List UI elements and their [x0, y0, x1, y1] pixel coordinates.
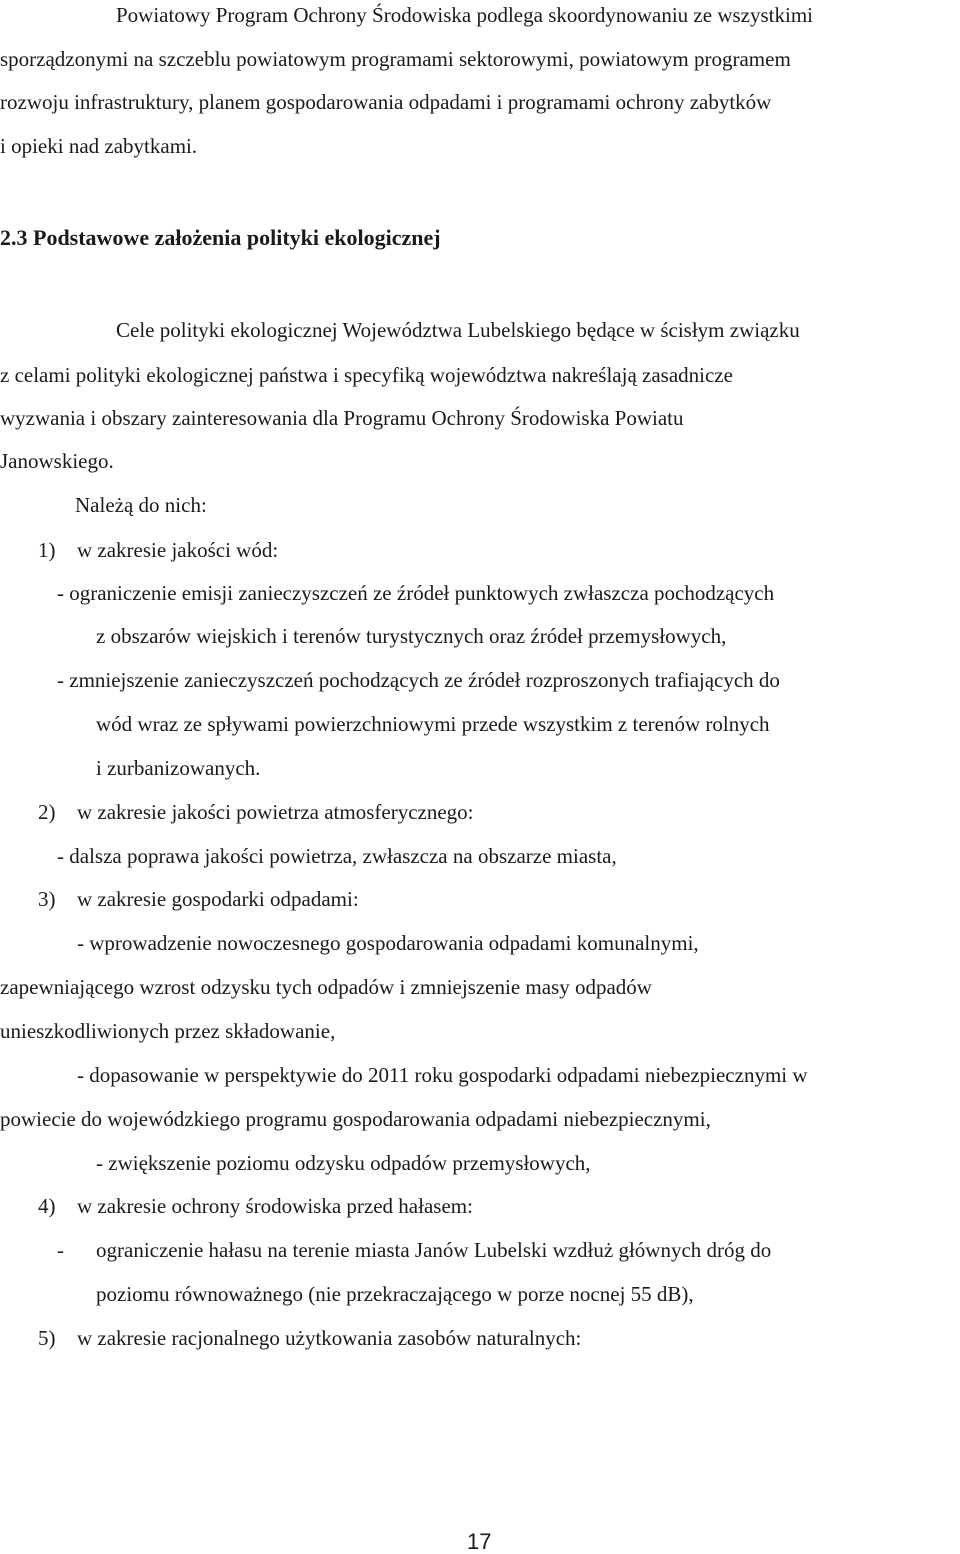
text-line: Janowskiego. — [0, 449, 114, 473]
section-heading: 2.3 Podstawowe założenia polityki ekologicznej — [0, 225, 441, 250]
text-line: rozwoju infrastruktury, planem gospodarowania odpadami i programami ochrony zabytków — [0, 90, 772, 114]
page-number: 17 — [467, 1529, 492, 1554]
list-number: 3) — [38, 887, 56, 911]
bullet-line: unieszkodliwionych przez składowanie, — [0, 1019, 336, 1043]
bullet-line: - ograniczenie emisji zanieczyszczeń ze źródeł punktowych zwłaszcza pochodzących — [57, 581, 775, 605]
text-line: i opieki nad zabytkami. — [0, 134, 198, 158]
bullet-dash: - — [57, 1238, 64, 1262]
list-title: w zakresie gospodarki odpadami: — [77, 887, 359, 911]
bullet-line: poziomu równoważnego (nie przekraczającego w porze nocnej 55 dB), — [96, 1282, 694, 1306]
bullet-line: - wprowadzenie nowoczesnego gospodarowania odpadami komunalnymi, — [77, 931, 699, 955]
list-lead: Należą do nich: — [75, 493, 207, 517]
bullet-line: - dopasowanie w perspektywie do 2011 roku gospodarki odpadami niebezpiecznymi w — [77, 1063, 808, 1087]
bullet-line: powiecie do wojewódzkiego programu gospodarowania odpadami niebezpiecznymi, — [0, 1107, 711, 1131]
list-title: w zakresie jakości powietrza atmosferycznego: — [77, 800, 474, 824]
text-line: sporządzonymi na szczeblu powiatowym programami sektorowymi, powiatowym programem — [0, 47, 791, 71]
list-number: 5) — [38, 1326, 56, 1350]
text-line: Powiatowy Program Ochrony Środowiska podlega skoordynowaniu ze wszystkimi — [116, 3, 813, 27]
bullet-line: zapewniającego wzrost odzysku tych odpadów i zmniejszenie masy odpadów — [0, 975, 652, 999]
bullet-line: wód wraz ze spływami powierzchniowymi przede wszystkim z terenów rolnych — [96, 712, 770, 736]
list-number: 2) — [38, 800, 56, 824]
text-line: Cele polityki ekologicznej Województwa Lubelskiego będące w ścisłym związku — [116, 318, 800, 342]
bullet-line: - dalsza poprawa jakości powietrza, zwłaszcza na obszarze miasta, — [57, 844, 617, 868]
bullet-line: i zurbanizowanych. — [96, 756, 261, 780]
list-title: w zakresie racjonalnego użytkowania zasobów naturalnych: — [77, 1326, 582, 1350]
bullet-line: z obszarów wiejskich i terenów turystycznych oraz źródeł przemysłowych, — [96, 624, 727, 648]
bullet-line: - zmniejszenie zanieczyszczeń pochodzących ze źródeł rozproszonych trafiających do — [57, 668, 780, 692]
text-line: wyzwania i obszary zainteresowania dla Programu Ochrony Środowiska Powiatu — [0, 406, 684, 430]
list-number: 4) — [38, 1194, 56, 1218]
list-number: 1) — [38, 538, 56, 562]
text-line: z celami polityki ekologicznej państwa i specyfiką województwa nakreślają zasadnicze — [0, 363, 733, 387]
bullet-line: - zwiększenie poziomu odzysku odpadów przemysłowych, — [96, 1151, 591, 1175]
list-title: w zakresie ochrony środowiska przed hałasem: — [77, 1194, 473, 1218]
bullet-line: ograniczenie hałasu na terenie miasta Janów Lubelski wzdłuż głównych dróg do — [96, 1238, 772, 1262]
list-title: w zakresie jakości wód: — [77, 538, 279, 562]
